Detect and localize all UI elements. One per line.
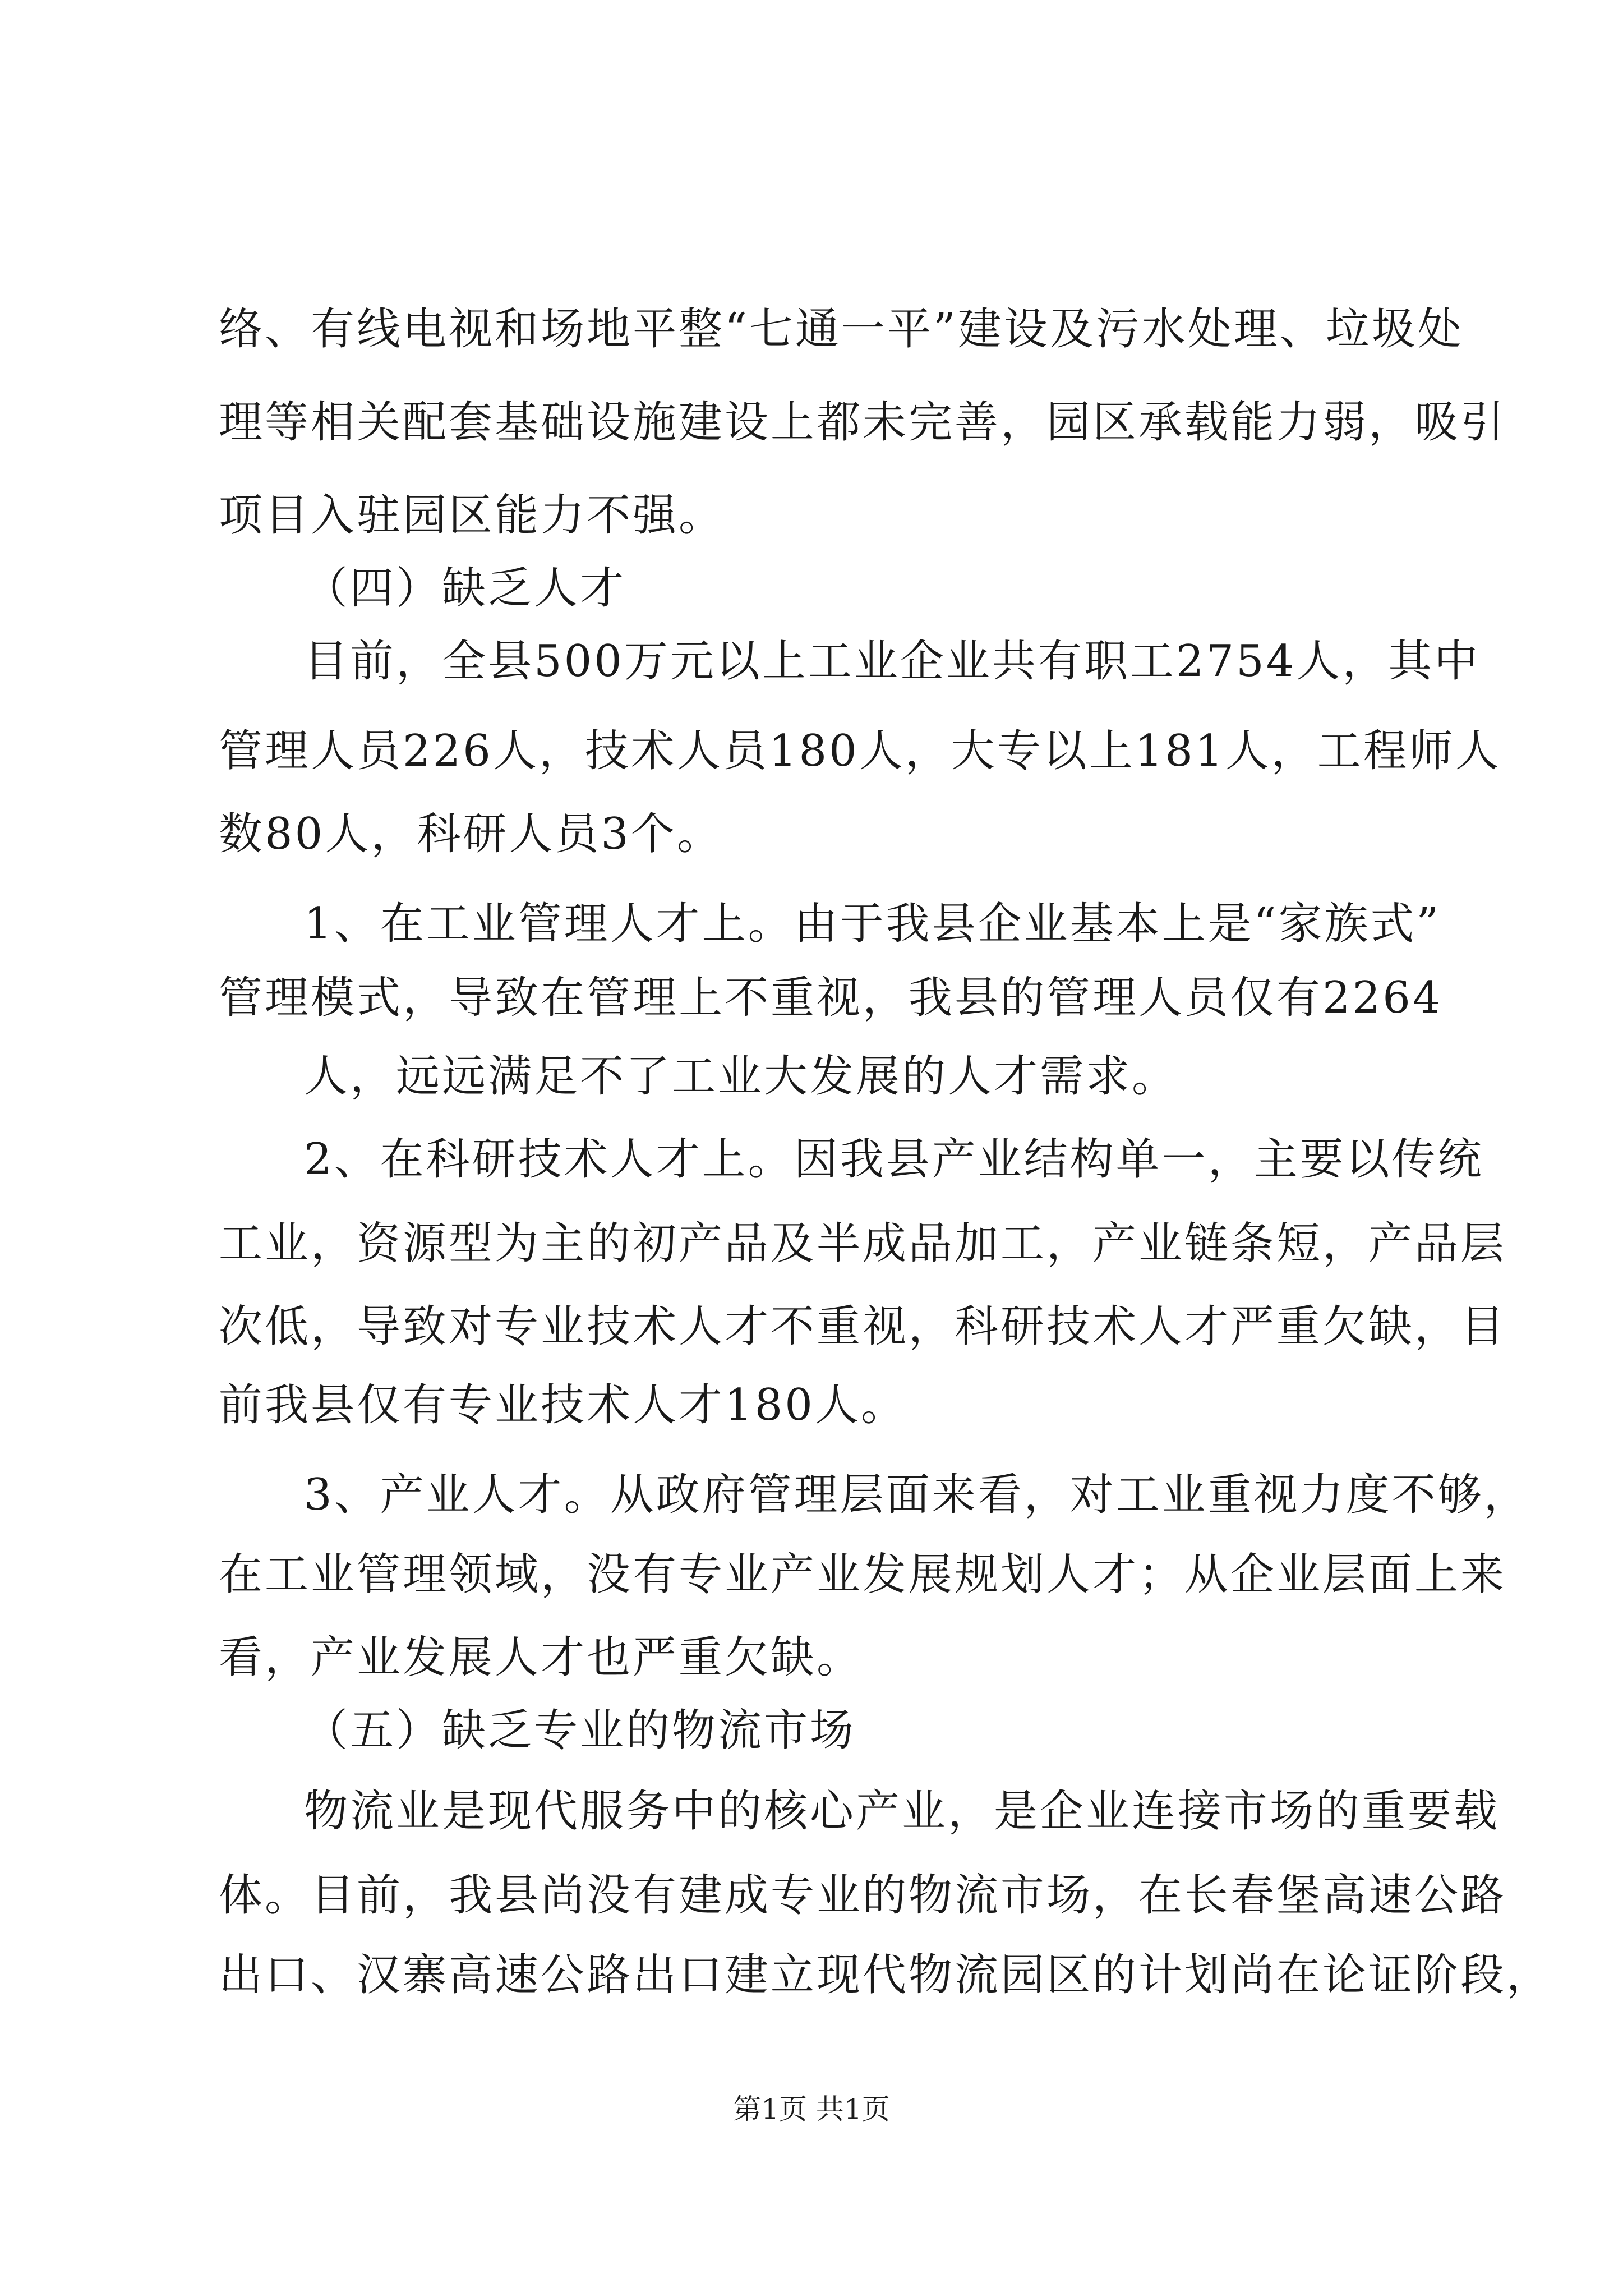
paragraph-line: 工业，资源型为主的初产品及半成品加工，产业链条短，产品层 — [219, 1218, 1507, 1269]
paragraph-line: 在工业管理领域，没有专业产业发展规划人才；从企业层面上来 — [219, 1549, 1507, 1600]
paragraph-line: 体。目前，我县尚没有建成专业的物流市场，在长春堡高速公路 — [219, 1870, 1507, 1921]
page-footer: 第1页 共1页 — [733, 2093, 890, 2125]
paragraph-line: 络、有线电视和场地平整“七通一平”建设及污水处理、垃圾处 — [219, 304, 1464, 355]
section-heading: （四）缺乏人才 — [304, 563, 626, 614]
paragraph-line: 数80人，科研人员3个。 — [219, 809, 723, 859]
paragraph-line: 看，产业发展人才也严重欠缺。 — [219, 1632, 863, 1683]
paragraph-line: 3、产业人才。从政府管理层面来看，对工业重视力度不够， — [304, 1470, 1530, 1520]
paragraph-line: 1、在工业管理人才上。由于我县企业基本上是“家族式” — [304, 899, 1441, 949]
paragraph-line: 物流业是现代服务中的核心产业，是企业连接市场的重要载 — [304, 1786, 1500, 1837]
paragraph-line: 次低，导致对专业技术人才不重视，科研技术人才严重欠缺，目 — [219, 1301, 1507, 1352]
paragraph-line: 前我县仅有专业技术人才180人。 — [219, 1380, 907, 1430]
paragraph-line: 目前，全县500万元以上工业企业共有职工2754人，其中 — [304, 636, 1481, 687]
section-heading: （五）缺乏专业的物流市场 — [304, 1705, 856, 1756]
paragraph-line: 管理模式，导致在管理上不重视，我县的管理人员仅有2264 — [219, 973, 1443, 1023]
paragraph-line: 理等相关配套基础设施建设上都未完善，园区承载能力弱，吸引 — [219, 397, 1507, 448]
paragraph-line: 管理人员226人，技术人员180人，大专以上181人，工程师人 — [219, 726, 1501, 776]
paragraph-line: 出口、汉寨高速公路出口建立现代物流园区的计划尚在论证阶段， — [219, 1950, 1553, 2000]
paragraph-line: 项目入驻园区能力不强。 — [219, 490, 725, 541]
paragraph-line: 人，远远满足不了工业大发展的人才需求。 — [304, 1051, 1178, 1102]
paragraph-line: 2、在科研技术人才上。因我县产业结构单一，主要以传统 — [304, 1134, 1484, 1185]
